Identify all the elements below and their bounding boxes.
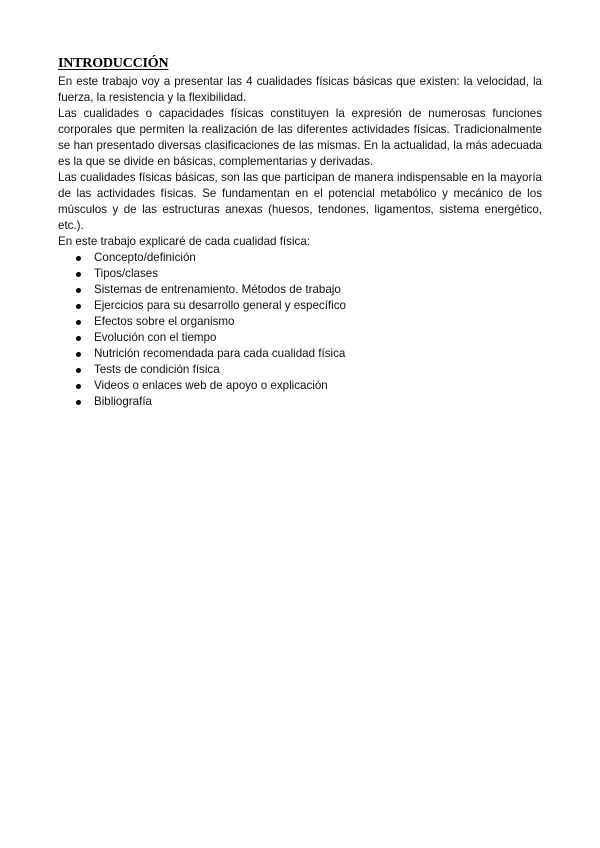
bullet-icon xyxy=(76,384,81,389)
list-item xyxy=(58,314,542,330)
list-item-text: Videos o enlaces web de apoyo o explicación xyxy=(94,379,328,392)
list-item-text: Ejercicios para su desarrollo general y específico xyxy=(94,299,346,312)
list-item-text: Concepto/definición xyxy=(94,251,196,264)
document-body xyxy=(58,55,542,410)
list-item xyxy=(58,266,542,282)
section-heading: INTRODUCCIÓN xyxy=(58,56,169,71)
bullet-icon xyxy=(76,320,81,325)
bullet-icon xyxy=(76,400,81,405)
list-item xyxy=(58,378,542,394)
bullet-icon xyxy=(76,368,81,373)
bullet-icon xyxy=(76,336,81,341)
topics-list xyxy=(58,250,542,410)
list-item-text: Sistemas de entrenamiento. Métodos de trabajo xyxy=(94,283,341,296)
bullet-icon xyxy=(76,272,81,277)
intro-paragraph: En este trabajo voy a presentar las 4 cualidades físicas básicas que existen: la velocidad, la fuerza, la resistencia y la flexibilidad. xyxy=(58,75,542,104)
list-item xyxy=(58,298,542,314)
capacities-paragraph: Las cualidades o capacidades físicas constituyen la expresión de numerosas funciones corporales que permiten la realización de las diferentes actividades físicas. Tradicionalmente se han presentado diversas clasificaciones de las mismas. En la actualidad, la más adecuada es la que se divide en básicas, complementarias y derivadas. xyxy=(58,107,542,168)
list-item-text: Tipos/clases xyxy=(94,267,159,280)
list-item-text: Bibliografía xyxy=(94,395,153,408)
list-item xyxy=(58,282,542,298)
list-item-text: Tests de condición física xyxy=(94,363,220,376)
bullet-icon xyxy=(76,288,81,293)
bullet-icon xyxy=(76,352,81,357)
basic-qualities-paragraph: Las cualidades físicas básicas, son las que participan de manera indispensable en la mayoría de las actividades físicas. Se fundamentan en el potencial metabólico y mecánico de los músculos y de las estructuras anexas (huesos, tendones, ligamentos, sistema energético, etc.). xyxy=(58,171,542,232)
list-intro-paragraph: En este trabajo explicaré de cada cualidad física: xyxy=(58,235,310,248)
list-item-text: Efectos sobre el organismo xyxy=(94,315,235,328)
bullet-icon xyxy=(76,256,81,261)
list-item xyxy=(58,346,542,362)
list-item xyxy=(58,330,542,346)
bullet-icon xyxy=(76,304,81,309)
list-item-text: Evolución con el tiempo xyxy=(94,331,217,344)
list-item xyxy=(58,394,542,410)
list-item-text: Nutrición recomendada para cada cualidad física xyxy=(94,347,346,360)
list-item xyxy=(58,250,542,266)
list-item xyxy=(58,362,542,378)
